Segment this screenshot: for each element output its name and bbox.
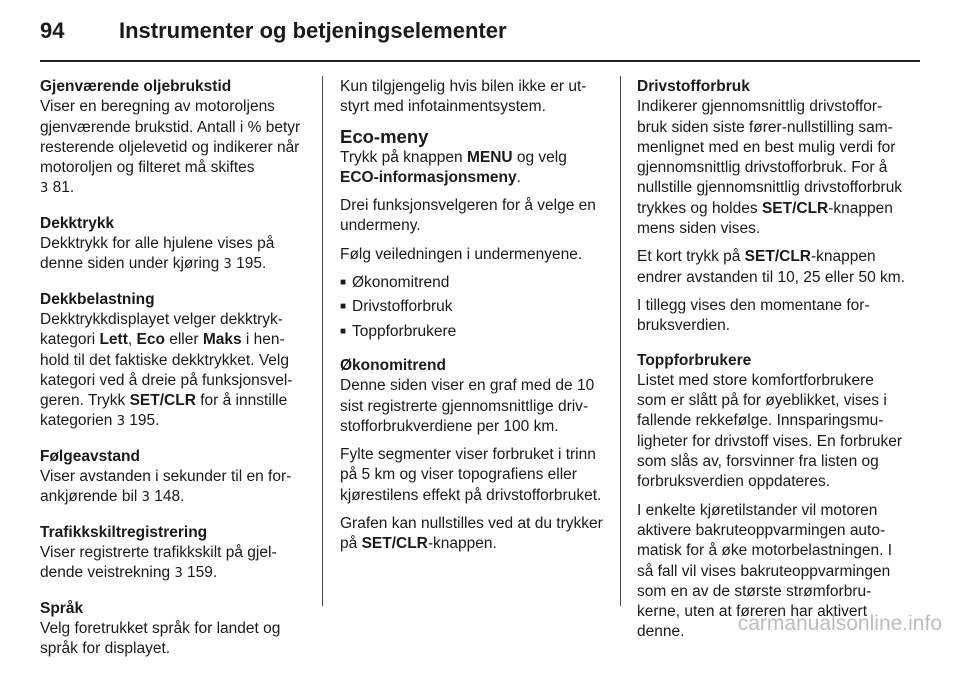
economy-trend-heading: Økonomitrend <box>340 356 446 374</box>
section-text: Viser en beregning av motoroljens gjenværende brukstid. Antall i % betyr resterende oljelevetid og indikerer når motoroljen og filteret må skiftes <box>40 98 301 177</box>
text-fragment: Et kort trykk på <box>637 248 745 266</box>
list-item: ■ Økonomitrend <box>340 273 608 293</box>
fuel-consumption-text-3: I tillegg vises den momentane forbruksverdien. <box>637 296 870 335</box>
header-divider <box>40 60 920 62</box>
section-text: Viser avstanden i sekunder til en forankjørende bil <box>40 468 292 506</box>
page-ref-icon: 3 <box>223 257 232 273</box>
keyword-set-clr: SET/CLR <box>361 535 428 553</box>
keyword-set-clr: SET/CLR <box>129 392 196 410</box>
top-consumers-text-1: Listet med store komfortforbrukere som er slått på for øyeblikket, vises i fallende rekkefølge. Innsparingsmuligheter for drivstoff vises. En forbruker som slås av, forsvinner fra listen og forbruksverdien oppdateres. <box>637 371 903 491</box>
column-divider-1 <box>322 76 323 606</box>
page-ref-icon: 3 <box>40 181 49 197</box>
page-title: Instrumenter og betjeningselementer <box>119 18 507 43</box>
page-ref: 195. <box>129 412 160 430</box>
page-ref-icon: 3 <box>141 490 150 506</box>
text-fragment: -knappen. <box>427 535 497 553</box>
column-divider-2 <box>620 76 621 606</box>
section-heading: Dekkbelastning <box>40 290 155 308</box>
section-heading: Språk <box>40 599 84 617</box>
fuel-consumption-text-2 <box>637 247 907 288</box>
text-fragment: -knappen mens siden vises. <box>637 199 893 238</box>
keyword-eco: Eco <box>136 331 165 349</box>
keyword-set-clr: SET/CLR <box>761 199 829 217</box>
eco-menu-heading: Eco-meny <box>340 125 429 147</box>
eco-menu-instruction <box>340 148 608 189</box>
list-item: ■ Toppforbrukere <box>340 322 608 342</box>
section-heading: Dekktrykk <box>40 214 115 232</box>
column-3 <box>637 77 907 651</box>
text-fragment: i henhold til det faktiske dekktrykket. Velg kategori ved å dreie på funksjonsvelgeren. Trykk <box>40 331 293 410</box>
text-fragment: , <box>127 331 137 349</box>
column-2 <box>340 77 608 563</box>
keyword-lett: Lett <box>99 331 128 349</box>
text-fragment: for å innstille kategorien <box>40 392 288 430</box>
page-number: 94 <box>40 18 65 43</box>
section-text: Velg foretrukket språk for landet og språk for displayet. <box>40 619 281 658</box>
section-traffic-sign <box>40 523 305 585</box>
list-item: ■ Drivstofforbruk <box>340 297 608 317</box>
keyword-maks: Maks <box>202 331 242 349</box>
column-1 <box>40 77 305 673</box>
section-oil-life <box>40 77 305 200</box>
page-ref: 81. <box>52 179 75 197</box>
page-ref-icon: 3 <box>174 566 183 582</box>
economy-trend-text-3 <box>340 514 608 555</box>
eco-menu-text-3: Følg veiledningen i undermenyene. <box>340 245 583 263</box>
text-fragment: Indikerer gjennomsnittlig drivstofforbruk siden siste fører-nullstilling sammenlignet med en best mulig verdi for gjennomsnittlig drivstofforbruk. For å nullstille gjennomsnittlig drivstofforbruk trykkes og holdes <box>637 98 903 217</box>
submenu-list <box>340 273 608 342</box>
section-language <box>40 599 305 660</box>
text-fragment: Trykk på knappen <box>340 148 467 166</box>
fuel-consumption-text-1 <box>637 97 907 239</box>
section-heading: Trafikkskiltregistrering <box>40 523 208 541</box>
economy-trend-text-1: Denne siden viser en graf med de 10 sist registrerte gjennomsnittlige drivstofforbrukverdiene per 100 km. <box>340 377 595 435</box>
keyword-eco-info: ECO-informasjonsmeny <box>340 168 517 186</box>
page-ref: 148. <box>154 488 185 506</box>
section-text: Dekktrykkdisplayet velger dekktrykkategori <box>40 310 283 349</box>
section-heading: Følgeavstand <box>40 447 140 465</box>
page-ref: 159. <box>187 564 218 582</box>
keyword-menu: MENU <box>466 148 513 166</box>
fuel-consumption-heading: Drivstofforbruk <box>637 78 750 95</box>
section-heading: Gjenværende oljebrukstid <box>40 78 232 95</box>
intro-text: Kun tilgjengelig hvis bilen ikke er utstyrt med infotainmentsystem. <box>340 78 587 116</box>
page-header <box>40 18 920 62</box>
page-ref-icon: 3 <box>116 414 125 430</box>
section-tire-load <box>40 290 305 433</box>
eco-menu-text-2: Drei funksjonsvelgeren for å velge en undermeny. <box>340 197 596 235</box>
economy-trend-text-2: Fylte segmenter viser forbruket i trinn på 5 km og viser topografiens eller kjørestilens effekt på drivstofforbruket. <box>340 446 602 504</box>
text-fragment: Grafen kan nullstilles ved at du trykker på <box>340 515 603 553</box>
section-tire-pressure <box>40 214 305 276</box>
text-fragment: . <box>516 168 521 186</box>
top-consumers-heading: Toppforbrukere <box>637 351 752 369</box>
watermark: carmanualsonline.info <box>737 612 942 635</box>
section-text: Viser registrerte trafikkskilt på gjeldende veistrekning <box>40 543 277 582</box>
text-fragment: -knappen endrer avstanden til 10, 25 eller 50 km. <box>637 248 905 286</box>
section-following-distance <box>40 447 305 509</box>
page-ref: 195. <box>236 255 267 273</box>
section-text: Dekktrykk for alle hjulene vises på denne siden under kjøring <box>40 235 275 273</box>
text-fragment: eller <box>164 331 203 349</box>
keyword-set-clr: SET/CLR <box>744 248 811 266</box>
top-consumers-text-2: I enkelte kjøretilstander vil motoren aktivere bakruteoppvarmingen automatisk for å øke motorbelastningen. I så fall vil vises bakruteoppvarmingen som en av de største strømforbrukerne, uten at føreren har aktivert denne. <box>637 501 893 641</box>
text-fragment: og velg <box>512 148 567 166</box>
